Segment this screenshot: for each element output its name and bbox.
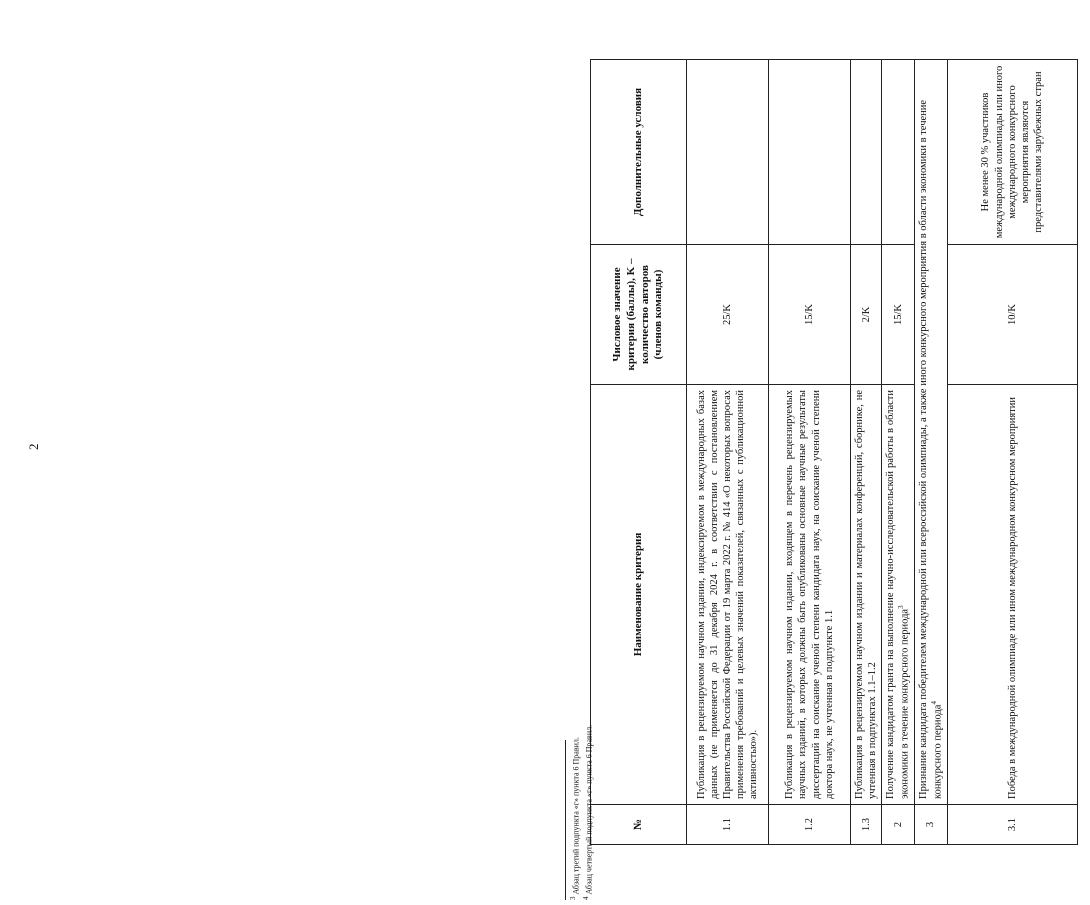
row-span-text xyxy=(915,60,948,805)
row-name: Публикация в рецензируемом научном издании, входящем в перечень рецензируемых научных изданий, в которых должны быть опубликованы основные научные результаты диссертаций на соискание ученой степени кандидата наук, на соискание ученой степени доктора наук, не учтенная в подпункте 1.1 xyxy=(769,385,851,805)
footnote-separator xyxy=(565,740,566,900)
page-number: 2 xyxy=(26,443,41,450)
row-extra xyxy=(769,60,851,245)
footnote-mark: 3 xyxy=(569,896,577,900)
row-span-content: Признание кандидата победителем международной или всероссийской олимпиады, а также иного конкурсного мероприятия в области экономики в течение конкурсного периода xyxy=(918,99,944,799)
footnotes xyxy=(565,600,595,900)
row-name xyxy=(882,385,915,805)
footnote xyxy=(569,600,582,900)
header-num: № xyxy=(591,805,687,845)
row-value: 25/K xyxy=(687,245,769,385)
row-name: Публикация в рецензируемом научном издании и материалах конференций, сборнике, не учтенная в подпунктах 1.1–1.2 xyxy=(851,385,882,805)
criteria-table-container xyxy=(590,60,1090,845)
row-value: 10/K xyxy=(947,245,1077,385)
table-row xyxy=(687,60,769,845)
row-num: 2 xyxy=(882,805,915,845)
row-value: 15/K xyxy=(882,245,915,385)
row-name: Публикация в рецензируемом научном издании, индексируемом в международных базах данных (не применяется до 31 декабря 2024 г. в соответствии с постановлением Правительства Российской Федерации от 19 марта 2022 г. № 414 «О некоторых вопросах применения требований и целевых значений показателей, связанных с публикационной активностью»). xyxy=(687,385,769,805)
row-name: Победа в международной олимпиаде или ином международном конкурсном мероприятии xyxy=(947,385,1077,805)
table-row xyxy=(947,60,1077,845)
footnote-ref: 4 xyxy=(930,701,939,705)
row-num: 1.1 xyxy=(687,805,769,845)
row-num: 1.2 xyxy=(769,805,851,845)
footnote-mark: 4 xyxy=(582,896,591,900)
criteria-table xyxy=(590,59,1078,845)
header-value: Числовое значение критерия (баллы), K – количество авторов (членов команды) xyxy=(591,245,687,385)
table-row xyxy=(882,60,915,845)
row-value: 15/K xyxy=(769,245,851,385)
table-row xyxy=(769,60,851,845)
row-extra xyxy=(882,60,915,245)
footnote-ref: 3 xyxy=(897,605,906,609)
footnote-text: Абзац третий подпункта «г» пункта 6 Правил. xyxy=(571,737,581,895)
row-extra: Не менее 30 % участников международной олимпиады или иного международного конкурсного мероприятия являются представителями зарубежных стран xyxy=(947,60,1077,245)
table-row xyxy=(915,60,948,845)
row-name-text: Получение кандидатом гранта на выполнение научно-исследовательской работы в области экономики в течение конкурсного периода xyxy=(885,390,911,799)
header-extra: Дополнительные условия xyxy=(591,60,687,245)
row-value: 2/K xyxy=(851,245,882,385)
footnote-text: Абзац четвертый подпункта «г» пункта 6 Правил. xyxy=(584,724,594,895)
row-num: 3.1 xyxy=(947,805,1077,845)
header-name: Наименование критерия xyxy=(591,385,687,805)
table-row xyxy=(851,60,882,845)
row-num: 1.3 xyxy=(851,805,882,845)
row-extra xyxy=(687,60,769,245)
footnote xyxy=(582,600,595,900)
row-extra xyxy=(851,60,882,245)
row-num: 3 xyxy=(915,805,948,845)
